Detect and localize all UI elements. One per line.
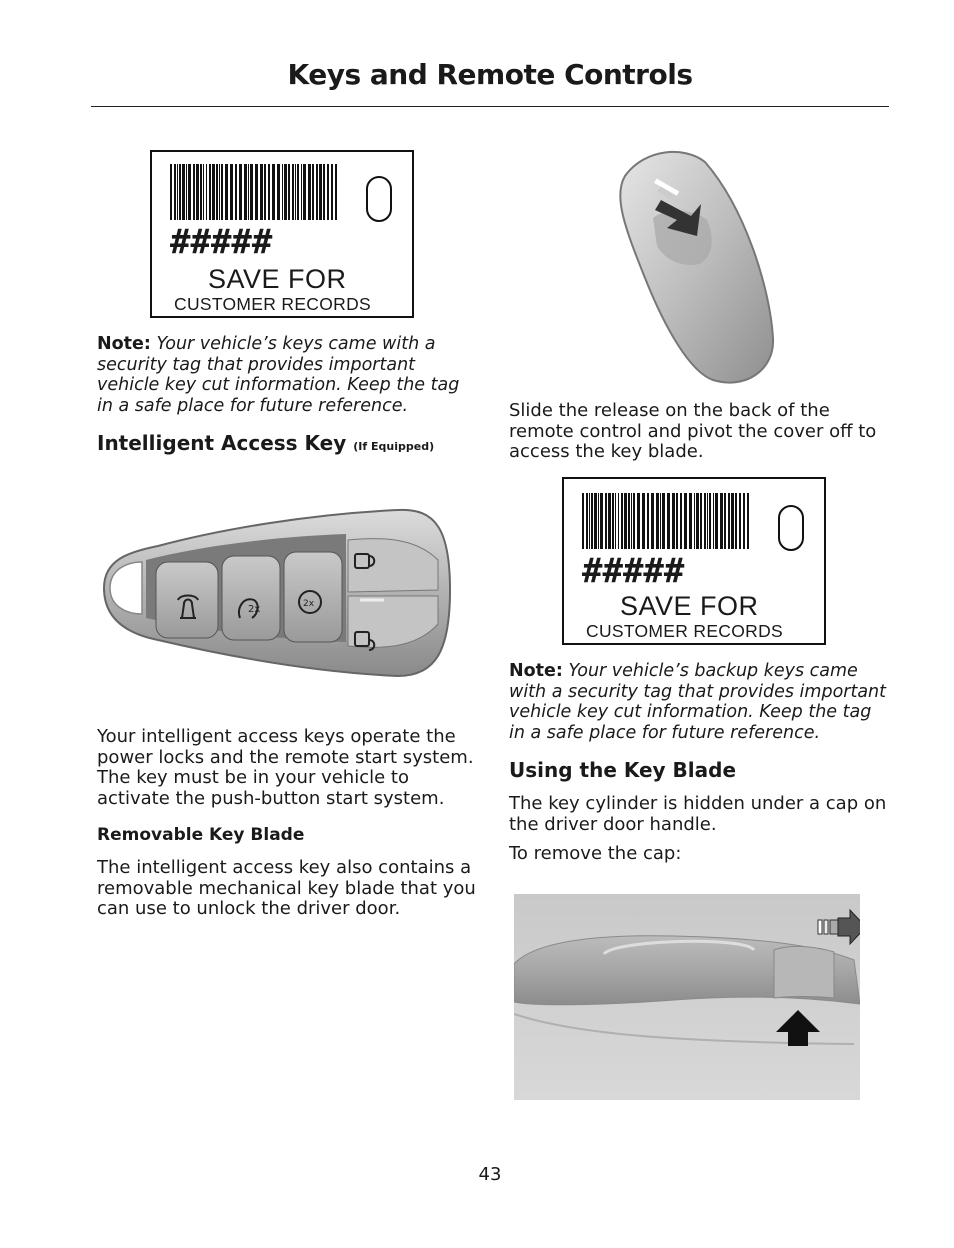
heading-text: Intelligent Access Key — [97, 431, 347, 455]
security-tag-image — [150, 150, 414, 318]
tag-hole-icon — [778, 505, 804, 551]
tag-customer-records: CUSTOMER RECORDS — [174, 294, 371, 314]
note-backup-keys — [509, 661, 891, 743]
header-rule — [91, 106, 889, 107]
tag-hash: ##### — [170, 222, 273, 262]
tag-customer-records: CUSTOMER RECORDS — [586, 621, 783, 641]
note-keys — [97, 334, 477, 416]
note-label: Note: — [97, 334, 151, 354]
note-label: Note: — [509, 661, 563, 681]
heading-intelligent-access-key — [97, 431, 477, 455]
svg-text:2x: 2x — [303, 599, 315, 609]
rkb-paragraph: The intelligent access key also contains a removable mechanical key blade that you can use to unlock the driver door. — [97, 857, 476, 919]
ukb-paragraph: The key cylinder is hidden under a cap on the driver door handle. — [509, 793, 887, 835]
door-handle-image — [514, 894, 860, 1100]
note-text: Your vehicle’s backup keys came with a security tag that provides important vehicle key cut information. Keep the tag in a safe place for future reference. — [509, 661, 887, 743]
remove-cap-paragraph: To remove the cap: — [509, 843, 682, 864]
page-number: 43 — [478, 1164, 502, 1185]
heading-removable-key-blade: Removable Key Blade — [97, 825, 305, 845]
barcode-icon — [582, 493, 754, 549]
key-fob-back-image — [595, 148, 795, 388]
tag-hole-icon — [366, 176, 392, 222]
page-title: Keys and Remote Controls — [287, 58, 693, 91]
tag-hash: ##### — [582, 551, 685, 591]
svg-text:2x: 2x — [248, 604, 261, 615]
iak-paragraph: Your intelligent access keys operate the power locks and the remote start system. The key must be in your vehicle to activate the push-button start system. — [97, 726, 474, 809]
key-fob-front-image — [98, 500, 454, 682]
tag-save-for: SAVE FOR — [620, 591, 759, 621]
tag-save-for: SAVE FOR — [208, 264, 347, 294]
heading-suffix: (If Equipped) — [353, 440, 435, 453]
heading-using-key-blade: Using the Key Blade — [509, 758, 737, 782]
barcode-icon — [170, 164, 342, 220]
slide-paragraph: Slide the release on the back of the remote control and pivot the cover off to access the key blade. — [509, 400, 877, 462]
backup-security-tag-image — [562, 477, 826, 645]
note-text: Your vehicle’s keys came with a security tag that provides important vehicle key cut information. Keep the tag in a safe place for future reference. — [97, 334, 460, 416]
